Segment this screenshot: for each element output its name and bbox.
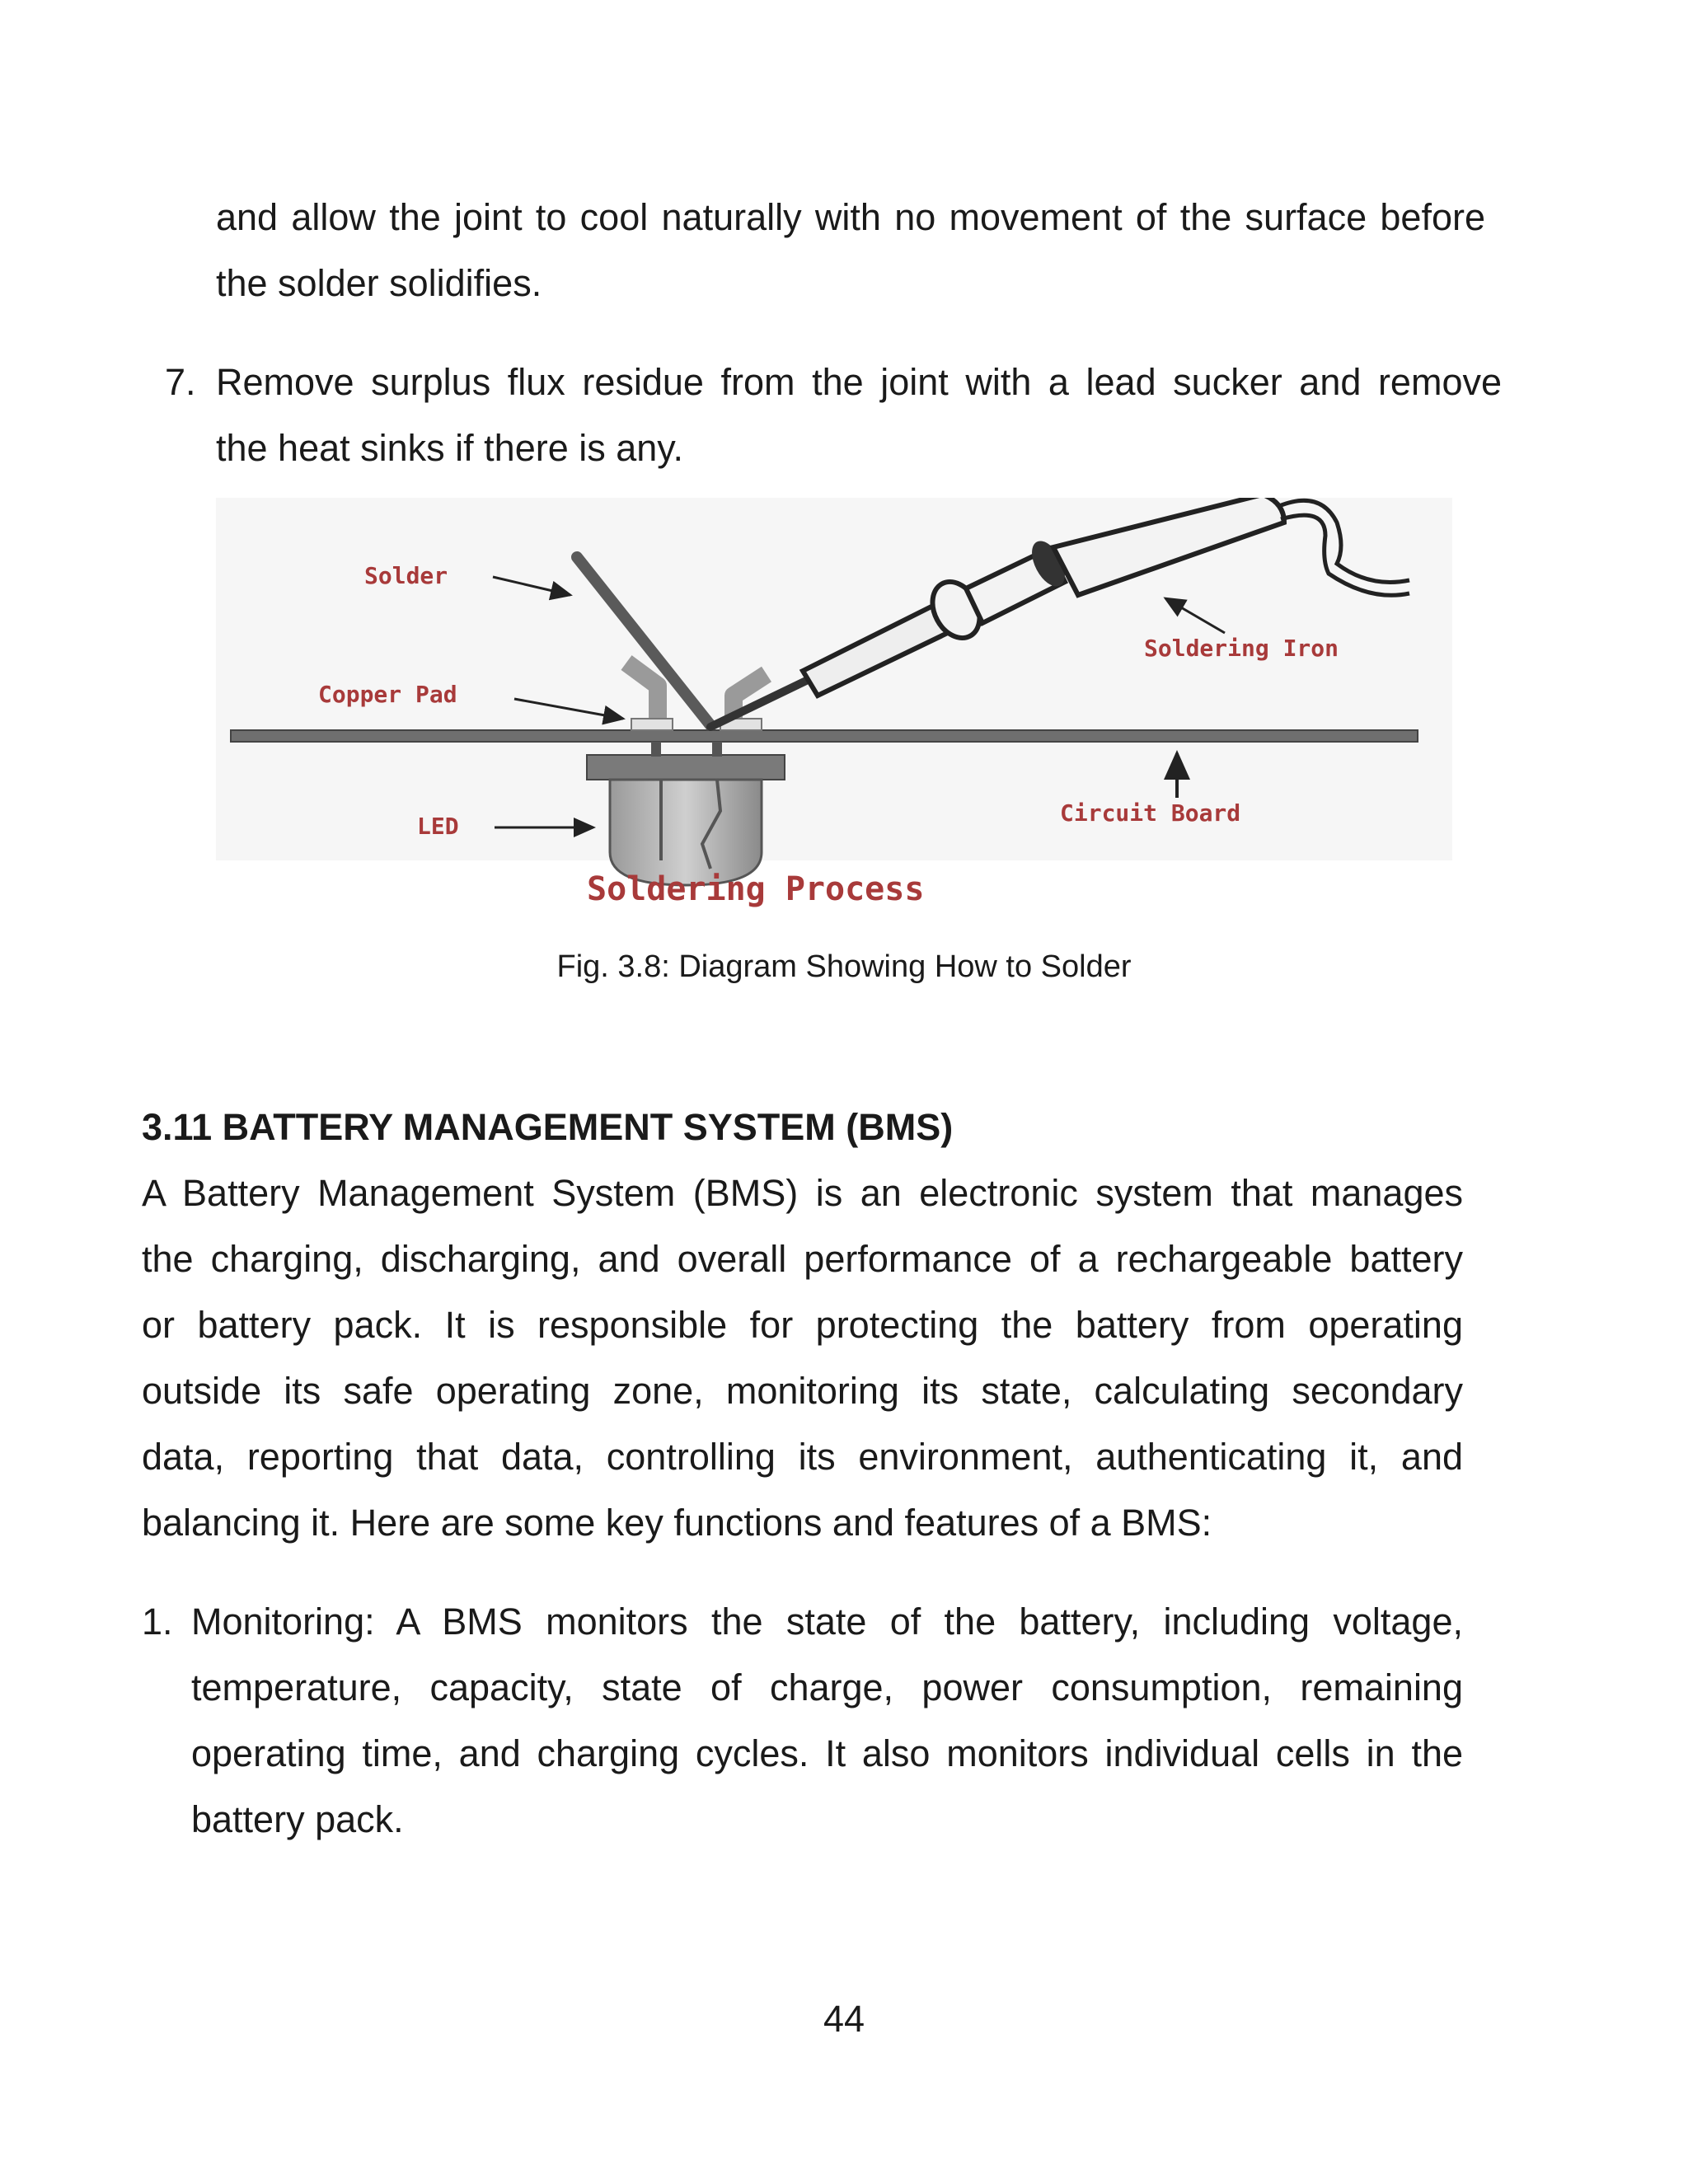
- text-line: Monitoring: A BMS monitors the state of the battery, including voltage,: [191, 1601, 1463, 1643]
- section-heading: 3.11 BATTERY MANAGEMENT SYSTEM (BMS): [142, 1106, 954, 1148]
- item1-number: 1.: [142, 1601, 173, 1643]
- text-line: battery pack.: [191, 1798, 404, 1840]
- page-number: 44: [823, 1998, 865, 2040]
- label-copper-pad: Copper Pad: [318, 681, 457, 708]
- text-line: the heat sinks if there is any.: [216, 427, 683, 469]
- item1-text: [191, 1589, 1463, 1853]
- label-led: LED: [417, 813, 459, 840]
- text-line: and allow the joint to cool naturally with no movement of the surface before: [216, 196, 1485, 238]
- led-shape: [587, 742, 785, 885]
- text-line: Remove surplus flux residue from the joint with a lead sucker and remove: [216, 361, 1502, 403]
- figure-title: Soldering Process: [587, 870, 925, 908]
- figure-caption: Fig. 3.8: Diagram Showing How to Solder: [556, 949, 1132, 984]
- text-line: the solder solidifies.: [216, 262, 542, 304]
- section-intro: [142, 1160, 1463, 1556]
- text-line: data, reporting that data, controlling its environment, authenticating it, and: [142, 1436, 1463, 1478]
- text-line: the charging, discharging, and overall performance of a rechargeable battery: [142, 1238, 1463, 1280]
- text-line: balancing it. Here are some key functions and features of a BMS:: [142, 1502, 1212, 1544]
- label-solder: Solder: [364, 562, 448, 589]
- text-line: or battery pack. It is responsible for protecting the battery from operating: [142, 1304, 1463, 1346]
- soldering-diagram: [216, 498, 1452, 910]
- step7-text: [216, 349, 1502, 481]
- step6-continuation: [216, 185, 1485, 316]
- step7-number: 7.: [165, 361, 196, 403]
- label-soldering-iron: Soldering Iron: [1144, 635, 1339, 662]
- text-line: operating time, and charging cycles. It also monitors individual cells in the: [191, 1732, 1463, 1774]
- text-line: temperature, capacity, state of charge, power consumption, remaining: [191, 1666, 1463, 1708]
- text-line: A Battery Management System (BMS) is an electronic system that manages: [142, 1172, 1463, 1214]
- circuit-board-shape: [231, 730, 1418, 742]
- text-line: outside its safe operating zone, monitoring its state, calculating secondary: [142, 1370, 1463, 1412]
- label-circuit-board: Circuit Board: [1060, 799, 1241, 827]
